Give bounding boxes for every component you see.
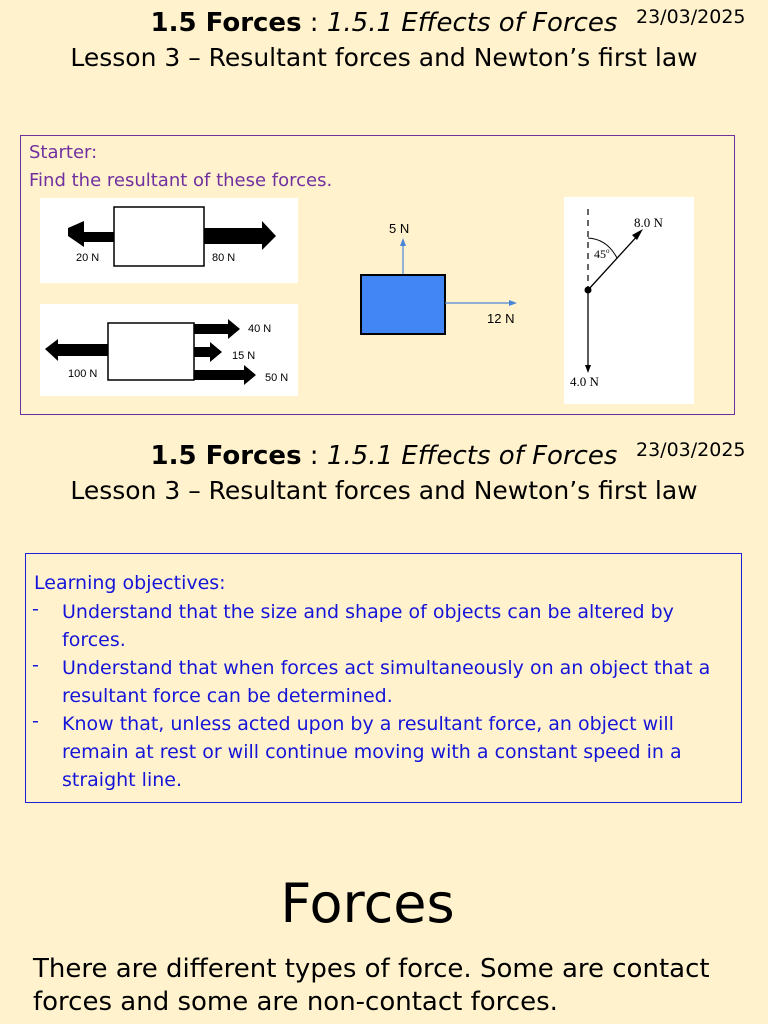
objective-text: Understand that the size and shape of objects can be altered by forces. <box>62 601 674 651</box>
starter-heading: Starter: <box>29 142 98 163</box>
left-force-label: 20 N <box>76 252 100 264</box>
bullet-dash: - <box>32 710 39 732</box>
up-force-label: 5 N <box>389 221 410 236</box>
force-diagram-4-svg <box>564 197 694 404</box>
blue-object-box <box>361 275 445 334</box>
down-force-label: 4.0 N <box>570 374 599 389</box>
title-separator-2: : <box>301 441 327 471</box>
right-arrowhead <box>509 300 517 306</box>
left-arrow <box>68 221 114 247</box>
bullet-dash: - <box>32 654 39 676</box>
title-separator: : <box>301 8 327 38</box>
mid-force-label: 15 N <box>232 350 256 362</box>
forces-title: Forces <box>280 872 455 935</box>
lesson-title: Lesson 3 – Resultant forces and Newton’s first law <box>70 43 698 72</box>
bullet-dash: - <box>32 598 39 620</box>
right-force-label: 80 N <box>212 252 236 264</box>
force-diagram-2-svg <box>40 304 298 396</box>
force-diagram-1-svg <box>40 198 298 283</box>
down-arrowhead <box>585 365 591 373</box>
date-2: 23/03/2025 <box>636 439 746 461</box>
title-bold: 1.5 Forces <box>150 8 302 38</box>
angle-label: 45$^o$ <box>594 247 610 261</box>
title-bold-2: 1.5 Forces <box>150 441 302 471</box>
lesson-title-2: Lesson 3 – Resultant forces and Newton’s first law <box>70 476 698 505</box>
starter-box <box>20 135 735 415</box>
objective-text: Understand that when forces act simultaneously on an object that a resultant force can be determined. <box>62 657 711 707</box>
angled-arrowhead <box>632 229 643 240</box>
arrow-bottom <box>194 365 256 385</box>
right-arrow <box>204 221 276 250</box>
arrow-mid <box>194 342 222 362</box>
object-box <box>108 323 194 380</box>
top-force-label: 40 N <box>248 323 272 335</box>
title-italic-2: 1.5.1 Effects of Forces <box>326 441 618 471</box>
arrow-top <box>194 319 240 339</box>
forces-text: There are different types of force. Some are contact forces and some are non-contact forces. <box>33 954 710 1017</box>
up-arrowhead <box>400 238 406 246</box>
title-italic: 1.5.1 Effects of Forces <box>326 8 618 38</box>
left-arrow <box>45 339 108 361</box>
force-diagram-2 <box>40 304 298 396</box>
angled-force-label: 8.0 N <box>634 215 663 230</box>
objectives-heading: Learning objectives: <box>34 572 226 594</box>
learning-objectives-box <box>25 553 742 803</box>
object-box <box>114 207 204 266</box>
force-diagram-1 <box>40 198 298 283</box>
force-diagram-3 <box>351 216 531 341</box>
right-force-label: 12 N <box>487 311 515 326</box>
angled-force <box>588 233 640 290</box>
starter-instruction: Find the resultant of these forces. <box>29 170 333 191</box>
date: 23/03/2025 <box>636 6 746 28</box>
left-force-label: 100 N <box>68 368 98 380</box>
bottom-force-label: 50 N <box>265 372 289 384</box>
objective-text: Know that, unless acted upon by a resultant force, an object will remain at rest or will continue moving with a constant speed in a straight line. <box>62 713 682 791</box>
force-diagram-4 <box>564 197 694 404</box>
